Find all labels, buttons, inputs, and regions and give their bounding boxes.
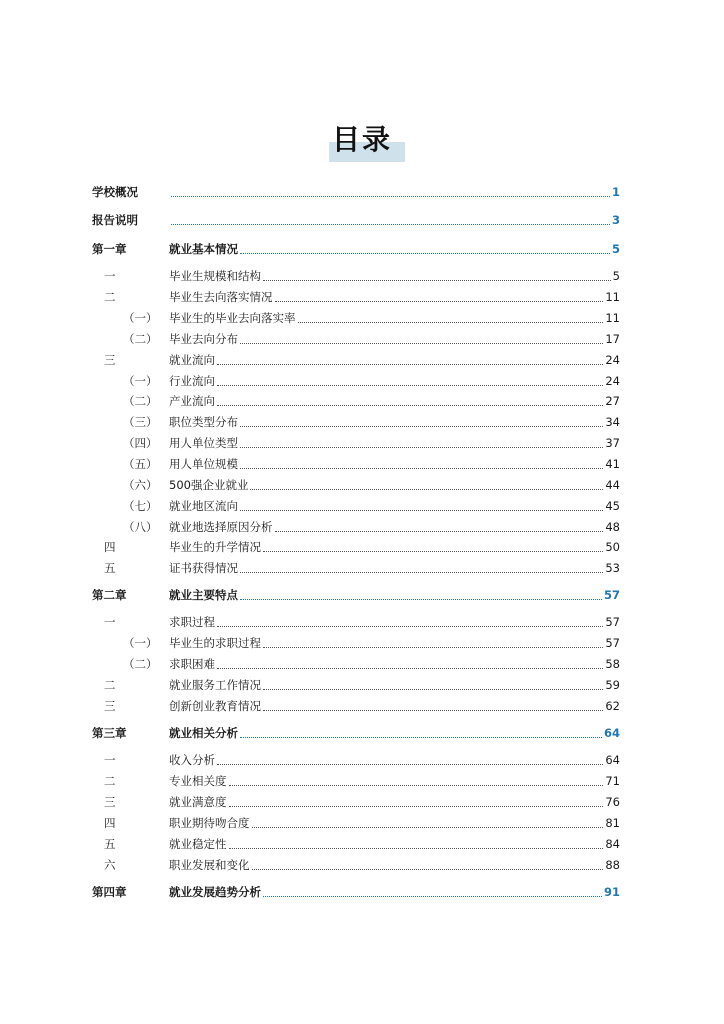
toc-entry[interactable] <box>0 558 724 578</box>
toc-entry-title: 就业服务工作情况 <box>169 678 261 692</box>
toc-entry-line <box>169 723 620 743</box>
page-title: 目录 <box>331 123 392 156</box>
toc-entry-title: 就业稳定性 <box>169 837 227 851</box>
toc-entry-number: 三 <box>104 795 116 809</box>
toc-entry-page: 44 <box>605 478 620 492</box>
toc-entry-number: 五 <box>104 837 116 851</box>
toc-entry[interactable] <box>0 834 724 854</box>
toc-entry-number: 二 <box>104 678 116 692</box>
toc-entry-line <box>169 771 620 791</box>
toc-entry-number: 第四章 <box>92 885 127 899</box>
toc-entry[interactable] <box>0 433 724 453</box>
toc-entry-number: 二 <box>104 290 116 304</box>
toc-entry-line <box>169 329 620 349</box>
toc-entry[interactable] <box>0 454 724 474</box>
toc-entry-page: 58 <box>605 657 620 671</box>
toc-entry-title: 就业主要特点 <box>169 588 238 602</box>
toc-entry[interactable] <box>0 308 724 328</box>
toc-entry-title: 就业地区流向 <box>169 499 238 513</box>
toc-entry-title: 毕业去向分布 <box>169 332 238 346</box>
toc-entry-number: 第三章 <box>92 726 127 740</box>
toc-entry-page: 17 <box>605 332 620 346</box>
dot-leader <box>298 322 604 323</box>
toc-entry-number: （一） <box>123 374 158 388</box>
toc-entry-page: 48 <box>605 520 620 534</box>
toc-entry-number: 三 <box>104 699 116 713</box>
toc-entry-page: 34 <box>605 415 620 429</box>
dot-leader <box>263 896 602 897</box>
toc-entry-number: 五 <box>104 561 116 575</box>
toc-entry-number: 第一章 <box>92 242 127 256</box>
toc-entry-line <box>169 475 620 495</box>
toc-entry-line <box>169 454 620 474</box>
toc-entry[interactable] <box>0 391 724 411</box>
toc-entry[interactable] <box>0 287 724 307</box>
toc-entry-page: 64 <box>603 726 620 740</box>
toc-entry-number: 第二章 <box>92 588 127 602</box>
dot-leader <box>240 253 610 254</box>
toc-entry[interactable] <box>0 723 724 743</box>
toc-entry-line <box>169 496 620 516</box>
toc-entry-title: 用人单位类型 <box>169 436 238 450</box>
toc-entry[interactable] <box>0 412 724 432</box>
toc-entry-page: 5 <box>611 242 620 256</box>
toc-entry-line <box>169 371 620 391</box>
toc-entry-title: 求职过程 <box>169 615 215 629</box>
dot-leader <box>217 364 603 365</box>
toc-entry-number: 三 <box>104 353 116 367</box>
toc-entry[interactable] <box>0 182 724 202</box>
toc-entry[interactable] <box>0 654 724 674</box>
toc-entry[interactable] <box>0 585 724 605</box>
toc-entry-title: 产业流向 <box>169 394 215 408</box>
toc-entry-page: 57 <box>605 636 620 650</box>
toc-entry-number: 一 <box>104 269 116 283</box>
toc-entry-page: 71 <box>605 774 620 788</box>
toc-entry-number: （一） <box>123 311 158 325</box>
dot-leader <box>171 224 610 225</box>
dot-leader <box>229 848 604 849</box>
toc-entry-number: （一） <box>123 636 158 650</box>
toc-entry[interactable] <box>0 210 724 230</box>
toc-entry[interactable] <box>0 633 724 653</box>
toc-entry-line <box>169 612 620 632</box>
toc-entry-line <box>169 882 620 902</box>
toc-entry-page: 81 <box>605 816 620 830</box>
toc-entry-line <box>169 412 620 432</box>
toc-entry-title: 职业期待吻合度 <box>169 816 250 830</box>
toc-entry-page: 45 <box>605 499 620 513</box>
toc-entry-page: 57 <box>605 615 620 629</box>
toc-entry-line <box>169 558 620 578</box>
dot-leader <box>240 572 603 573</box>
dot-leader <box>217 385 603 386</box>
toc-entry-page: 57 <box>603 588 620 602</box>
toc-entry-title: 毕业生的毕业去向落实率 <box>169 311 296 325</box>
toc-entry-page: 24 <box>605 353 620 367</box>
toc-entry-line <box>169 750 620 770</box>
toc-entry-line <box>169 813 620 833</box>
toc-entry-number: （三） <box>123 415 158 429</box>
toc-entry-line <box>169 696 620 716</box>
toc-entry-page: 3 <box>611 213 620 227</box>
toc-entry-page: 41 <box>605 457 620 471</box>
dot-leader <box>229 806 604 807</box>
toc-entry-number: 六 <box>104 858 116 872</box>
toc-entry-title: 专业相关度 <box>169 774 227 788</box>
toc-entry-line <box>169 537 620 557</box>
toc-entry-title: 就业基本情况 <box>169 242 238 256</box>
toc-entry-number: 二 <box>104 774 116 788</box>
toc-entry[interactable] <box>0 792 724 812</box>
dot-leader <box>217 764 603 765</box>
toc-entry[interactable] <box>0 371 724 391</box>
toc-entry-page: 91 <box>603 885 620 899</box>
toc-entry-page: 11 <box>605 311 620 325</box>
toc-entry-page: 76 <box>605 795 620 809</box>
toc-entry-page: 62 <box>605 699 620 713</box>
toc-entry-line <box>169 308 620 328</box>
toc-entry-line <box>169 287 620 307</box>
toc-entry-title: 就业相关分析 <box>169 726 238 740</box>
toc-entry-number: 一 <box>104 615 116 629</box>
toc-entry-page: 53 <box>605 561 620 575</box>
dot-leader <box>263 689 603 690</box>
dot-leader <box>275 531 604 532</box>
toc-entry-page: 5 <box>612 269 620 283</box>
dot-leader <box>240 426 603 427</box>
toc-entry[interactable] <box>0 266 724 286</box>
toc-entry[interactable] <box>0 882 724 902</box>
toc-entry-number: （二） <box>123 394 158 408</box>
dot-leader <box>275 301 604 302</box>
dot-leader <box>263 647 603 648</box>
dot-leader <box>217 626 603 627</box>
dot-leader <box>171 196 610 197</box>
toc-entry-title: 用人单位规模 <box>169 457 238 471</box>
toc-entry-number: 学校概况 <box>92 185 138 199</box>
toc-entry-number: （六） <box>123 478 158 492</box>
dot-leader <box>263 710 603 711</box>
toc-entry-page: 24 <box>605 374 620 388</box>
dot-leader <box>240 599 602 600</box>
toc-entry-line <box>169 585 620 605</box>
toc-entry-title: 就业满意度 <box>169 795 227 809</box>
toc-entry-line <box>169 266 620 286</box>
toc-entry-line <box>169 517 620 537</box>
toc-entry-line <box>169 792 620 812</box>
toc-entry-title: 行业流向 <box>169 374 215 388</box>
toc-entry-line <box>169 350 620 370</box>
toc-entry[interactable] <box>0 771 724 791</box>
toc-entry-title: 就业发展趋势分析 <box>169 885 261 899</box>
toc-entry-page: 50 <box>605 540 620 554</box>
toc-entry-title: 500强企业就业 <box>169 478 249 492</box>
toc-entry-number: 报告说明 <box>92 213 138 227</box>
toc-entry[interactable] <box>0 496 724 516</box>
toc-entry-line <box>169 675 620 695</box>
toc-entry-title: 毕业生规模和结构 <box>169 269 261 283</box>
dot-leader <box>240 447 603 448</box>
toc-entry-number: （五） <box>123 457 158 471</box>
toc-entry-line <box>169 210 620 230</box>
toc-entry-number: 四 <box>104 816 116 830</box>
dot-leader <box>263 280 611 281</box>
toc-entry-number: （四） <box>123 436 158 450</box>
toc-entry-page: 11 <box>605 290 620 304</box>
toc-entry-title: 创新创业教育情况 <box>169 699 261 713</box>
toc-entry[interactable] <box>0 329 724 349</box>
title-wrap <box>0 118 724 158</box>
toc-entry-number: （二） <box>123 657 158 671</box>
toc-entry[interactable] <box>0 537 724 557</box>
dot-leader <box>240 468 603 469</box>
toc-entry-title: 职业发展和变化 <box>169 858 250 872</box>
toc-entry[interactable] <box>0 612 724 632</box>
toc-entry-line <box>169 239 620 259</box>
toc-entry-line <box>169 855 620 875</box>
toc-entry-number: 四 <box>104 540 116 554</box>
dot-leader <box>229 785 604 786</box>
toc-entry-title: 收入分析 <box>169 753 215 767</box>
dot-leader <box>217 668 603 669</box>
toc-entry-title: 就业流向 <box>169 353 215 367</box>
toc-entry-number: （二） <box>123 332 158 346</box>
dot-leader <box>252 869 604 870</box>
toc-entry[interactable] <box>0 813 724 833</box>
toc-entry-line <box>169 182 620 202</box>
dot-leader <box>263 551 603 552</box>
toc-entry-page: 59 <box>605 678 620 692</box>
toc-entry-line <box>169 633 620 653</box>
toc-entry-line <box>169 391 620 411</box>
toc-entry-number: 一 <box>104 753 116 767</box>
dot-leader <box>250 489 603 490</box>
toc-entry[interactable] <box>0 517 724 537</box>
dot-leader <box>217 405 603 406</box>
toc-entry-title: 毕业生的升学情况 <box>169 540 261 554</box>
toc-entry-page: 84 <box>605 837 620 851</box>
toc-entry-page: 1 <box>611 185 620 199</box>
toc-entry-title: 就业地选择原因分析 <box>169 520 273 534</box>
dot-leader <box>240 510 603 511</box>
dot-leader <box>240 737 602 738</box>
toc-entry-title: 求职困难 <box>169 657 215 671</box>
toc-entry[interactable] <box>0 696 724 716</box>
toc-entry[interactable] <box>0 239 724 259</box>
toc-entry-number: （八） <box>123 520 158 534</box>
toc-entry-page: 88 <box>605 858 620 872</box>
toc-entry-page: 37 <box>605 436 620 450</box>
toc-entry-page: 64 <box>605 753 620 767</box>
toc-entry-line <box>169 433 620 453</box>
toc-entry-title: 毕业生去向落实情况 <box>169 290 273 304</box>
toc-entry-title: 职位类型分布 <box>169 415 238 429</box>
toc-entry[interactable] <box>0 855 724 875</box>
toc-entry[interactable] <box>0 475 724 495</box>
toc-entry-page: 27 <box>605 394 620 408</box>
toc-entry[interactable] <box>0 675 724 695</box>
toc-entry-line <box>169 654 620 674</box>
dot-leader <box>252 827 604 828</box>
toc-entry-title: 毕业生的求职过程 <box>169 636 261 650</box>
toc-entry-line <box>169 834 620 854</box>
toc-entry-number: （七） <box>123 499 158 513</box>
dot-leader <box>240 343 603 344</box>
toc-entry[interactable] <box>0 350 724 370</box>
toc-entry[interactable] <box>0 750 724 770</box>
toc-entry-title: 证书获得情况 <box>169 561 238 575</box>
